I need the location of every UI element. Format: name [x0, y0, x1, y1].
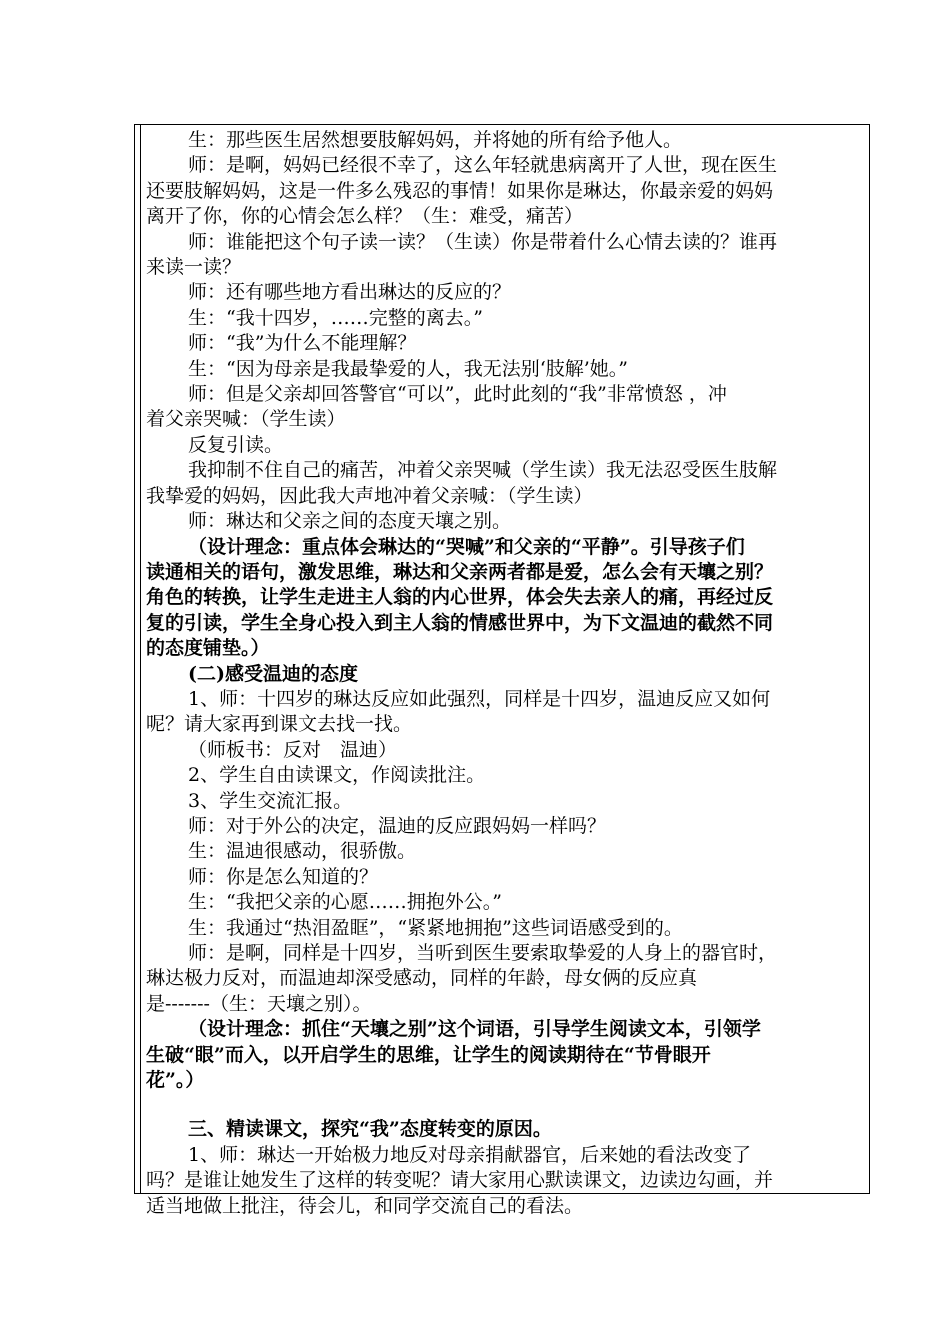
text-line: 师：“我”为什么不能理解？ [188, 332, 417, 355]
text-line: 离开了你，你的心情会怎么样？（生：难受，痛苦） [146, 205, 584, 228]
text-line: 师：是啊，同样是十四岁，当听到医生要索取挚爱的人身上的器官时， [188, 942, 778, 964]
text-line: 生：我通过“热泪盈眶”，“紧紧地拥抱”这些词语感受到的。 [188, 916, 683, 939]
text-line: 1、师：琳达一开始极力地反对母亲捐献器官，后来她的看法改变了 [188, 1143, 752, 1166]
design-note-line: 生破“眼”而入，以开启学生的思维，让学生的阅读期待在“节骨眼开 [146, 1043, 711, 1066]
text-line: 生：“我把父亲的心愿……拥抱外公。” [188, 891, 502, 914]
text-line: 琳达极力反对，而温迪却深受感动，同样的年龄，母女俩的反应真 [146, 967, 698, 990]
text-line: 师：你是怎么知道的？ [188, 865, 379, 888]
text-line: 吗？是谁让她发生了这样的转变呢？请大家用心默读课文，边读边勾画，并 [146, 1169, 774, 1192]
design-note-line: 花”。） [146, 1069, 205, 1092]
design-note-line: （设计理念：抓住“天壤之别”这个词语，引导学生阅读文本，引领学 [188, 1018, 761, 1041]
section-heading: (二)感受温迪的态度 [188, 662, 358, 685]
text-line: 师：是啊，妈妈已经很不幸了，这么年轻就患病离开了人世，现在医生 [188, 154, 778, 177]
text-line: 我抑制不住自己的痛苦，冲着父亲哭喊（学生读）我无法忍受医生肢解 [188, 459, 778, 482]
text-line: 2、学生自由读课文，作阅读批注。 [188, 764, 486, 787]
text-line: 还要肢解妈妈，这是一件多么残忍的事情！如果你是琳达，你最亲爱的妈妈 [146, 179, 774, 202]
text-line: 来读一读？ [146, 256, 242, 279]
text-line: 生：那些医生居然想要肢解妈妈，并将她的所有给予他人。 [188, 129, 683, 151]
design-note-line: 读通相关的语句，激发思维，琳达和父亲两者都是爱，怎么会有天壤之别？ [146, 560, 774, 583]
text-line: 生：温迪很感动，很骄傲。 [188, 840, 417, 863]
text-line: 师：琳达和父亲之间的态度天壤之别。 [188, 510, 512, 533]
text-line: 适当地做上批注，待会儿，和同学交流自己的看法。 [146, 1194, 584, 1217]
design-note-line: 复的引读，学生全身心投入到主人翁的情感世界中，为下文温迪的截然不同 [146, 611, 774, 634]
text-line: 着父亲哭喊：（学生读） [146, 408, 346, 431]
text-line: 我挚爱的妈妈，因此我大声地冲着父亲喊：（学生读） [146, 484, 593, 507]
text-line: 是-------（生：天壤之别）。 [146, 992, 372, 1015]
design-note-line: 的态度铺垫。） [146, 637, 270, 660]
text-line: 呢？请大家再到课文去找一找。 [146, 713, 413, 736]
text-line: 生：“我十四岁，……完整的离去。” [188, 306, 483, 329]
design-note-line: （设计理念：重点体会琳达的“哭喊”和父亲的“平静”。引导孩子们 [188, 535, 745, 558]
text-line: 师：但是父亲却回答警官“可以”，此时此刻的“我”非常愤怒 ，冲 [188, 383, 727, 406]
blank-line [146, 1093, 864, 1117]
text-line: 反复引读。 [188, 433, 284, 456]
text-line: （师板书：反对 温迪） [188, 738, 398, 761]
text-line: 师：谁能把这个句子读一读？（生读）你是带着什么心情去读的？谁再 [188, 230, 778, 253]
text-line: 师：对于外公的决定，温迪的反应跟妈妈一样吗？ [188, 814, 607, 837]
section-heading: 三、精读课文，探究“我”态度转变的原因。 [188, 1118, 552, 1141]
text-line: 3、学生交流汇报。 [188, 789, 353, 812]
text-line: 生：“因为母亲是我最挚爱的人，我无法别‘肢解’她。” [188, 357, 629, 380]
design-note-line: 角色的转换，让学生走进主人翁的内心世界，体会失去亲人的痛，再经过反 [146, 586, 774, 609]
lesson-text [146, 128, 864, 1219]
text-line: 1、师：十四岁的琳达反应如此强烈，同样是十四岁，温迪反应又如何 [188, 687, 771, 710]
text-line: 师：还有哪些地方看出琳达的反应的？ [188, 281, 512, 304]
